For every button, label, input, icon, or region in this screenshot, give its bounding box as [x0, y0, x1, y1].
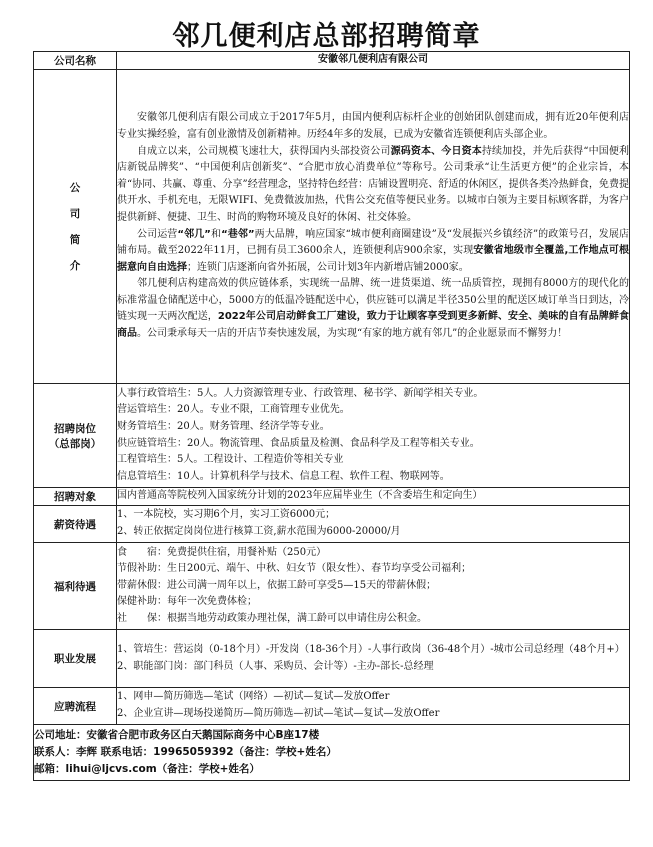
salary-label: 薪资待遇 — [34, 506, 117, 543]
position-item: 财务管培生：20人。财务管理、经济学等专业。 — [117, 420, 330, 432]
welfare-item: 带薪休假：进公司满一周年以上，依据工龄可享受5—15天的带薪休假； — [117, 579, 437, 591]
intro-text — [117, 70, 630, 384]
contact-person: 联系人：李辉 联系电话：19965059392（备注：学校+姓名） — [34, 746, 337, 758]
footer-row — [34, 725, 630, 781]
process-row — [34, 688, 630, 725]
positions-label: 招聘岗位 （总部岗） — [34, 384, 117, 488]
welfare-item: 食 宿：免费提供住宿，用餐补贴（250元） — [117, 546, 327, 558]
salary-item: 2、转正依据定岗岗位进行核算工资,薪水范围为6000-20000/月 — [117, 526, 401, 537]
positions-list — [117, 384, 630, 488]
career-item: 2、职能部门岗：部门科员（人事、采购员、会计等）-主办-部长-总经理 — [117, 660, 434, 672]
position-item: 工程管培生：5人。工程设计、工程造价等相关专业 — [117, 454, 344, 466]
salary-list — [117, 506, 630, 543]
intro-paragraph-3: 公司运营“邻几”和“巷邻”两大品牌，响应国家“城市便利商圈建设”及“发展振兴乡镇经济”的政策号召，发展店铺布局。截至2022年11月，已拥有员工3600余人，连锁便利店900余家，实现安徽省地级市全覆盖,工作地点可根据意向自由选择；连锁门店逐渐向省外拓展，公司计划3年内新增店铺2000家。 — [117, 228, 629, 273]
target-text: 国内普通高等院校列入国家统分计划的2023年应届毕业生（不含委培生和定向生） — [117, 488, 630, 506]
contact-info — [34, 725, 630, 781]
process-item: 2、企业宣讲—现场投递简历—简历筛选—初试—笔试—复试—发放Offer — [117, 708, 440, 719]
intro-row — [34, 70, 630, 384]
process-item: 1、网申—简历筛选—笔试（网络）—初试—复试—发放Offer — [117, 691, 390, 703]
target-label: 招聘对象 — [34, 488, 117, 506]
position-item: 信息管培生：10人。计算机科学与技术、信息工程、软件工程、物联网等。 — [117, 470, 450, 482]
contact-email: 邮箱：lihui@ljcvs.com（备注：学校+姓名） — [34, 763, 260, 775]
company-row — [34, 52, 630, 70]
target-row — [34, 488, 630, 506]
company-name: 安徽邻几便利店有限公司 — [117, 52, 630, 70]
recruitment-table — [33, 51, 630, 781]
position-item: 供应链管培生：20人。物流管理、食品质量及检测、食品科学及工程等相关专业。 — [117, 437, 480, 449]
page-title: 邻几便利店总部招聘简章 — [172, 21, 481, 52]
process-label: 应聘流程 — [34, 688, 117, 725]
process-list — [117, 688, 630, 725]
intro-paragraph-2: 自成立以来，公司规模飞速壮大，获得国内头部投资公司源码资本、今日资本持续加投，并先后获得“中国便利店新锐品牌奖”、“中国便利店创新奖”、“合肥市放心消费单位”等称号。公司秉承“让生活更方便”的企业宗旨，本着“协同、共赢、尊重、分享”经营理念，坚持特色经营：店铺设置明亮、舒适的休闲区，提供各类冷热鲜食，免费提供开水、手机充电，无限WIFI、免费微波加热，代售公交充值等便民业务。以城市白领为主要目标顾客群，为客户提供新鲜、便捷、卫生、时尚的购物环境及良好的休闲、社交体验。 — [117, 145, 630, 223]
company-address: 公司地址：安徽省合肥市政务区白天鹅国际商务中心B座17楼 — [34, 729, 320, 741]
salary-item: 1、一本院校，实习期6个月，实习工资6000元； — [117, 509, 336, 521]
intro-paragraph-4: 邻几便利店构建高效的供应链体系，实现统一品牌、统一进货渠道、统一品质管控，现拥有8000方的现代化的标准常温仓储配送中心，5000方的低温冷链配送中心，供应链可以满足半径350公里的配送区域订单当日到达，冷链实现一天两次配送，2022年公司启动鲜食工厂建设，致力于让顾客享受到更多新鲜、安全、美味的自有品牌鲜食商品。公司秉承每天一店的开店节奏快速发展，为实现“有家的地方就有邻几”的企业愿景而不懈努力！ — [117, 278, 629, 340]
welfare-item: 节假补助：生日200元、端午、中秋、妇女节（限女性）、春节均享受公司福利； — [117, 563, 472, 575]
position-item: 营运管培生：20人。专业不限，工商管理专业优先。 — [117, 404, 350, 416]
career-label: 职业发展 — [34, 630, 117, 688]
welfare-item: 保健补助：每年一次免费体检； — [117, 596, 257, 608]
positions-row — [34, 384, 630, 488]
intro-label: 公 司 简 介 — [34, 70, 117, 384]
company-label: 公司名称 — [34, 52, 117, 70]
career-list — [117, 630, 630, 688]
intro-paragraph-1: 安徽邻几便利店有限公司成立于2017年5月，由国内便利店标杆企业的创始团队创建而成，拥有近20年便利店专业实操经验，富有创业激情及创新精神。历经4年多的发展，已成为安徽省连锁便利店头部企业。 — [117, 112, 629, 140]
career-row — [34, 630, 630, 688]
salary-row — [34, 506, 630, 543]
career-item: 1、管培生：营运岗（0-18个月）-开发岗（18-36个月）-人事行政岗（36-48个月）-城市公司总经理（48个月+） — [117, 643, 625, 655]
welfare-label: 福利待遇 — [34, 543, 117, 630]
welfare-row — [34, 543, 630, 630]
position-item: 人事行政管培生：5人。人力资源管理专业、行政管理、秘书学、新闻学相关专业。 — [117, 387, 484, 399]
welfare-item: 社 保：根据当地劳动政策办理社保，满工龄可以申请住房公积金。 — [117, 612, 427, 624]
welfare-list — [117, 543, 630, 630]
